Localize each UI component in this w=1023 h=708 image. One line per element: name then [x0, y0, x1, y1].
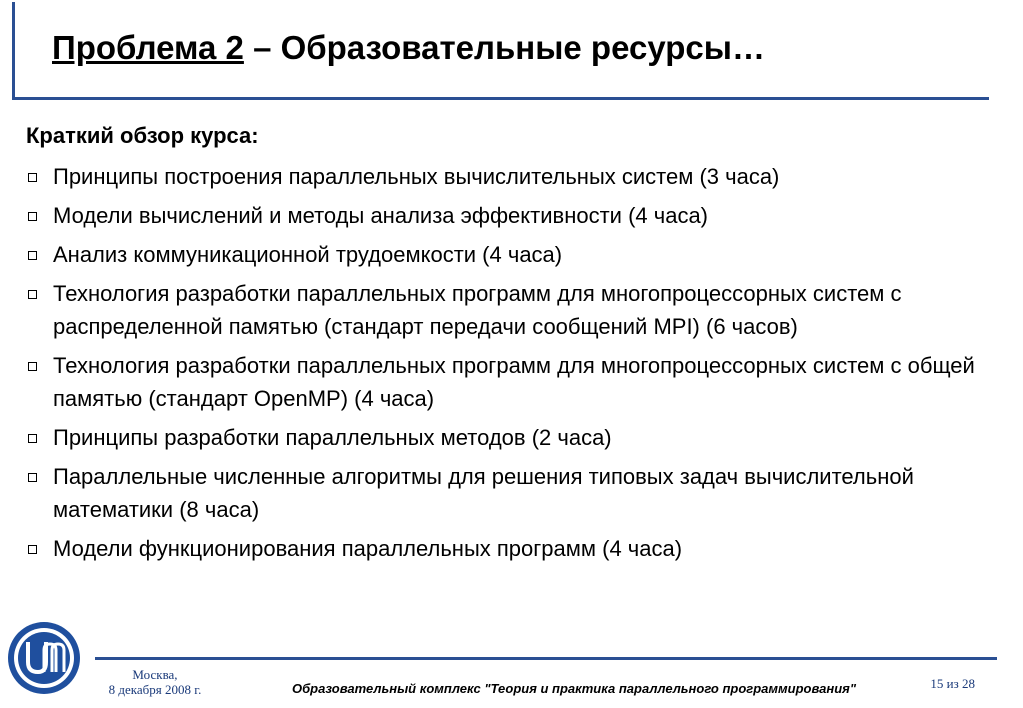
- checkbox-bullet-icon: [28, 473, 37, 482]
- checkbox-bullet-icon: [28, 362, 37, 371]
- page-number: 15 из 28: [930, 676, 975, 691]
- list-item: [26, 160, 1011, 193]
- checkbox-bullet-icon: [28, 251, 37, 260]
- footer-city: Москва,: [132, 667, 178, 682]
- footer-date: 8 декабря 2008 г.: [108, 681, 202, 697]
- list-item: [26, 277, 1011, 343]
- checkbox-bullet-icon: [28, 434, 37, 443]
- list-item-text: Параллельные численные алгоритмы для решения типовых задач вычислительной математики (8 часа): [53, 464, 914, 522]
- footer-divider: [95, 657, 997, 660]
- page-title: [52, 28, 765, 68]
- course-overview-heading: Краткий обзор курса:: [26, 123, 259, 148]
- footer-location-date: [95, 668, 215, 698]
- unn-logo-icon: [6, 620, 82, 696]
- list-item: [26, 349, 1011, 415]
- list-item-text: Принципы построения параллельных вычислительных систем (3 часа): [53, 164, 780, 189]
- checkbox-bullet-icon: [28, 212, 37, 221]
- left-accent-rule: [12, 2, 15, 100]
- list-item: [26, 421, 1011, 454]
- list-item-text: Принципы разработки параллельных методов (2 часа): [53, 425, 612, 450]
- list-item: [26, 460, 1011, 526]
- list-item-text: Технология разработки параллельных программ для многопроцессорных систем с общей памятью (стандарт OpenMP) (4 часа): [53, 353, 975, 411]
- title-divider: [12, 97, 989, 100]
- list-item-text: Модели вычислений и методы анализа эффективности (4 часа): [53, 203, 709, 228]
- checkbox-bullet-icon: [28, 545, 37, 554]
- title-suffix: – Образовательные ресурсы…: [243, 29, 765, 66]
- list-item: [26, 238, 1011, 271]
- checkbox-bullet-icon: [28, 290, 37, 299]
- course-topic-list: [26, 160, 1011, 571]
- list-item: [26, 532, 1011, 565]
- list-item-text: Технология разработки параллельных программ для многопроцессорных систем с распределенной памятью (стандарт передачи сообщений MPI) (6 часов): [53, 281, 902, 339]
- footer-course-title: Образовательный комплекс "Теория и практика параллельного программирования": [292, 681, 856, 696]
- checkbox-bullet-icon: [28, 173, 37, 182]
- title-prefix: Проблема 2: [52, 29, 244, 66]
- list-item: [26, 199, 1011, 232]
- list-item-text: Анализ коммуникационной трудоемкости (4 часа): [53, 242, 563, 267]
- list-item-text: Модели функционирования параллельных программ (4 часа): [53, 536, 683, 561]
